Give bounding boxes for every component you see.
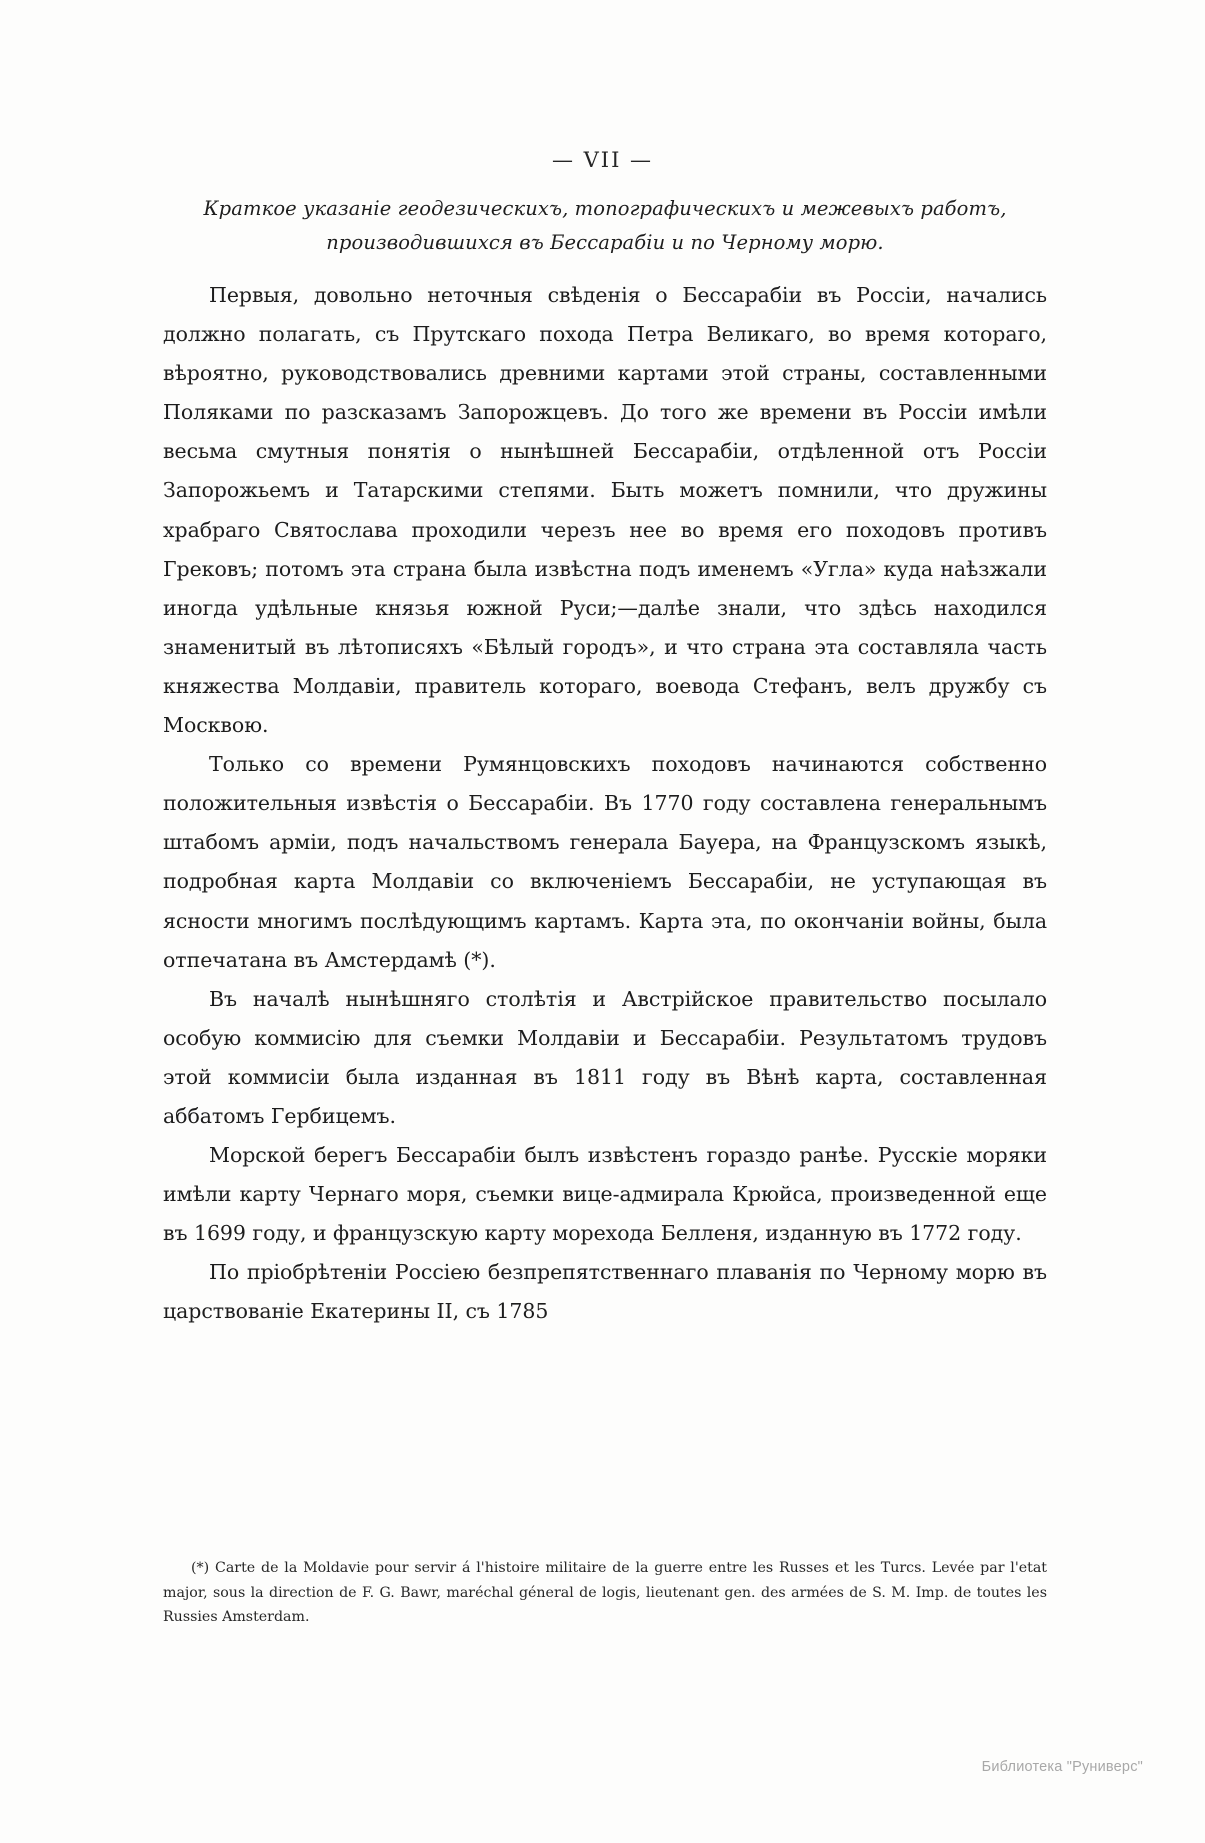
- section-heading-line-2: производившихся въ Бессарабіи и по Черному морю.: [326, 231, 884, 254]
- page-number: — VII —: [551, 148, 654, 172]
- library-watermark: Библиотека "Руниверс": [981, 1759, 1143, 1775]
- page-content: [163, 192, 1047, 1332]
- section-heading-line-1: Краткое указаніе геодезическихъ, топографическихъ и межевыхъ работъ,: [203, 197, 1007, 220]
- paragraph-1: Первыя, довольно неточныя свѣденія о Бессарабіи въ Россіи, начались должно полагать, съ Прутскаго похода Петра Великаго, во время котораго, вѣроятно, руководствовались древними картами этой страны, составленными Поляками по разсказамъ Запорожцевъ. До того же времени въ Россіи имѣли весьма смутныя понятія о нынѣшней Бессарабіи, отдѣленной отъ Россіи Запорожьемъ и Татарскими степями. Быть можетъ помнили, что дружины храбраго Святослава проходили черезъ нее во время его походовъ противъ Грековъ; потомъ эта страна была извѣстна подъ именемъ «Угла» куда наѣзжали иногда удѣльные князья южной Руси;—далѣе знали, что здѣсь находился знаменитый въ лѣтописяхъ «Бѣлый городъ», и что страна эта составляла часть княжества Молдавіи, правитель котораго, воевода Стефанъ, велъ дружбу съ Москвою.: [163, 283, 1047, 738]
- paragraph-5: По пріобрѣтеніи Россіею безпрепятственнаго плаванія по Черному морю въ царствованіе Екатерины II, съ 1785: [163, 1260, 1047, 1324]
- footnote-divider: [163, 1548, 313, 1549]
- section-heading: [163, 192, 1047, 260]
- paragraph-2: Только со времени Румянцовскихъ походовъ начинаются собственно положительныя извѣстія о Бессарабіи. Въ 1770 году составлена генеральнымъ штабомъ арміи, подъ начальствомъ генерала Бауера, на Французскомъ языкѣ, подробная карта Молдавіи со включеніемъ Бессарабіи, не уступающая въ ясности многимъ послѣдующимъ картамъ. Карта эта, по окончаніи войны, была отпечатана въ Амстердамѣ (*).: [163, 752, 1047, 972]
- paragraph-3: Въ началѣ нынѣшняго столѣтія и Австрійское правительство посылало особую коммисію для съемки Молдавіи и Бессарабіи. Результатомъ трудовъ этой коммисіи была изданная въ 1811 году въ Вѣнѣ карта, составленная аббатомъ Гербицемъ.: [163, 986, 1047, 1128]
- footnote-text: (*) Carte de la Moldavie pour servir á l'histoire militaire de la guerre entre les Russes et les Turcs. Levée par l'etat major, sous la direction de F. G. Bawr, maréchal géneral de logis, lieutenant gen. des armées de S. M. Imp. de toutes les Russies Amsterdam.: [163, 1560, 1047, 1625]
- paragraph-4: Морской берегъ Бессарабіи былъ извѣстенъ гораздо ранѣе. Русскіе моряки имѣли карту Чернаго моря, съемки вице-адмирала Крюйса, произведенной еще въ 1699 году, и французскую карту морехода Белленя, изданную въ 1772 году.: [163, 1143, 1047, 1246]
